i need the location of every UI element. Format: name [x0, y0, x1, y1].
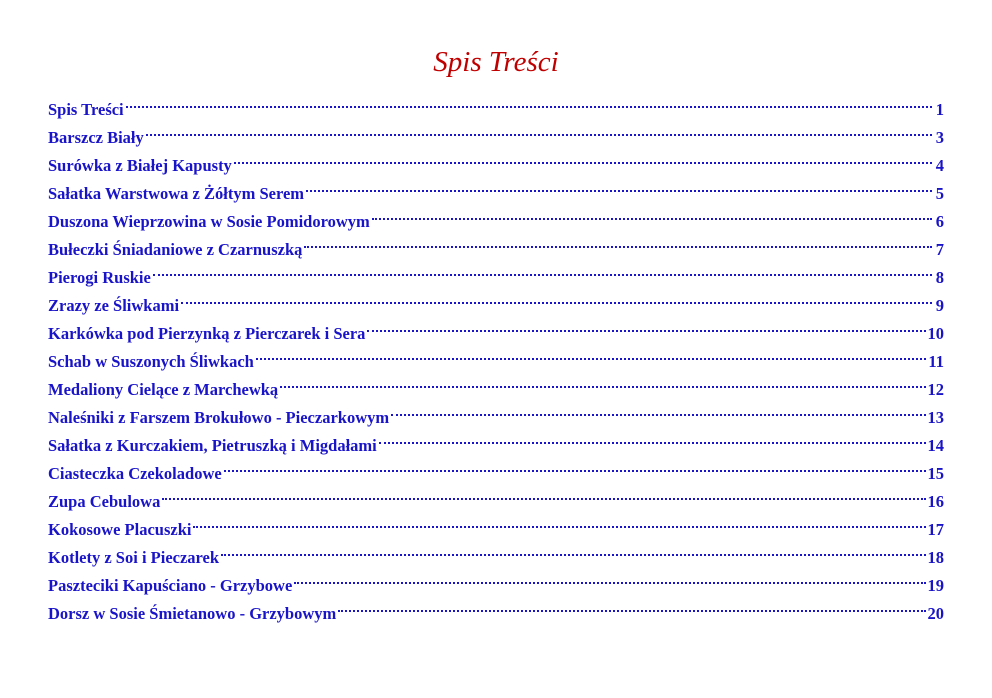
- toc-page-number: 13: [927, 408, 944, 427]
- toc-dot-leader: [224, 451, 926, 479]
- toc-entry-label: Zupa Cebulowa: [48, 492, 161, 511]
- toc-dot-leader: [304, 227, 932, 255]
- toc-entry-label: Spis Treści: [48, 100, 124, 119]
- toc-entry[interactable]: [48, 255, 944, 287]
- toc-page-number: 12: [927, 380, 944, 399]
- toc-page-number: 16: [927, 492, 944, 511]
- toc-dot-leader: [153, 255, 932, 283]
- toc-dot-leader: [181, 283, 932, 311]
- toc-entry[interactable]: [48, 115, 944, 147]
- toc-entry-label: Surówka z Białej Kapusty: [48, 156, 232, 175]
- toc-entry-label: Duszona Wieprzowina w Sosie Pomidorowym: [48, 212, 370, 231]
- toc-page-number: 19: [927, 576, 944, 595]
- toc-page-number: 11: [928, 352, 944, 371]
- toc-page-number: 20: [927, 604, 944, 623]
- toc-entry[interactable]: [48, 479, 944, 511]
- toc-entry-label: Kotlety z Soi i Pieczarek: [48, 548, 220, 567]
- toc-page-number: 10: [927, 324, 944, 343]
- toc-page-number: 9: [935, 296, 944, 315]
- toc-entry-label: Sałatka Warstwowa z Żółtym Serem: [48, 184, 305, 203]
- toc-page-number: 17: [927, 520, 944, 539]
- toc-dot-leader: [338, 591, 925, 619]
- toc-page-number: 3: [935, 128, 944, 147]
- toc-entry-label: Dorsz w Sosie Śmietanowo - Grzybowym: [48, 604, 337, 623]
- toc-page-number: 7: [935, 240, 944, 259]
- toc-page-number: 14: [927, 436, 944, 455]
- toc-dot-leader: [193, 507, 925, 535]
- toc-dot-leader: [379, 423, 926, 451]
- toc-entry-label: Karkówka pod Pierzynką z Pierczarek i Sera: [48, 324, 366, 343]
- toc-entry-label: Barszcz Biały: [48, 128, 144, 147]
- toc-entry[interactable]: [48, 87, 944, 119]
- toc-entry-label: Sałatka z Kurczakiem, Pietruszką i Migdałami: [48, 436, 377, 455]
- toc-page-number: 6: [935, 212, 944, 231]
- toc-entry-label: Pierogi Ruskie: [48, 268, 151, 287]
- toc-dot-leader: [391, 395, 925, 423]
- toc-entry[interactable]: [48, 143, 944, 175]
- toc-page-number: 1: [935, 100, 944, 119]
- toc-dot-leader: [234, 143, 932, 171]
- toc-entry-label: Ciasteczka Czekoladowe: [48, 464, 222, 483]
- toc-page-number: 8: [935, 268, 944, 287]
- toc-entry-label: Bułeczki Śniadaniowe z Czarnuszką: [48, 240, 303, 259]
- toc-dot-leader: [126, 87, 932, 115]
- toc-page-number: 18: [927, 548, 944, 567]
- toc-entry-label: Zrazy ze Śliwkami: [48, 296, 180, 315]
- toc-dot-leader: [367, 311, 925, 339]
- toc-entry-label: Medaliony Cielące z Marchewką: [48, 380, 279, 399]
- toc-entry-label: Schab w Suszonych Śliwkach: [48, 352, 254, 371]
- toc-entry-label: Naleśniki z Farszem Brokułowo - Pieczarkowym: [48, 408, 390, 427]
- toc-dot-leader: [162, 479, 925, 507]
- toc-heading: Spis Treści: [433, 46, 559, 78]
- toc-entry-label: Paszteciki Kapuściano - Grzybowe: [48, 576, 293, 595]
- toc-dot-leader: [280, 367, 925, 395]
- toc-dot-leader: [294, 563, 925, 591]
- toc-entry[interactable]: [48, 283, 944, 315]
- toc-entry[interactable]: [48, 507, 944, 539]
- toc-dot-leader: [221, 535, 925, 563]
- toc-list: [48, 87, 944, 623]
- toc-dot-leader: [306, 171, 932, 199]
- toc-dot-leader: [146, 115, 932, 143]
- toc-entry-label: Kokosowe Placuszki: [48, 520, 192, 539]
- toc-entry[interactable]: [48, 311, 944, 343]
- toc-dot-leader: [256, 339, 927, 367]
- toc-page-number: 5: [935, 184, 944, 203]
- toc-page-number: 15: [927, 464, 944, 483]
- toc-dot-leader: [372, 199, 932, 227]
- toc-page-number: 4: [935, 156, 944, 175]
